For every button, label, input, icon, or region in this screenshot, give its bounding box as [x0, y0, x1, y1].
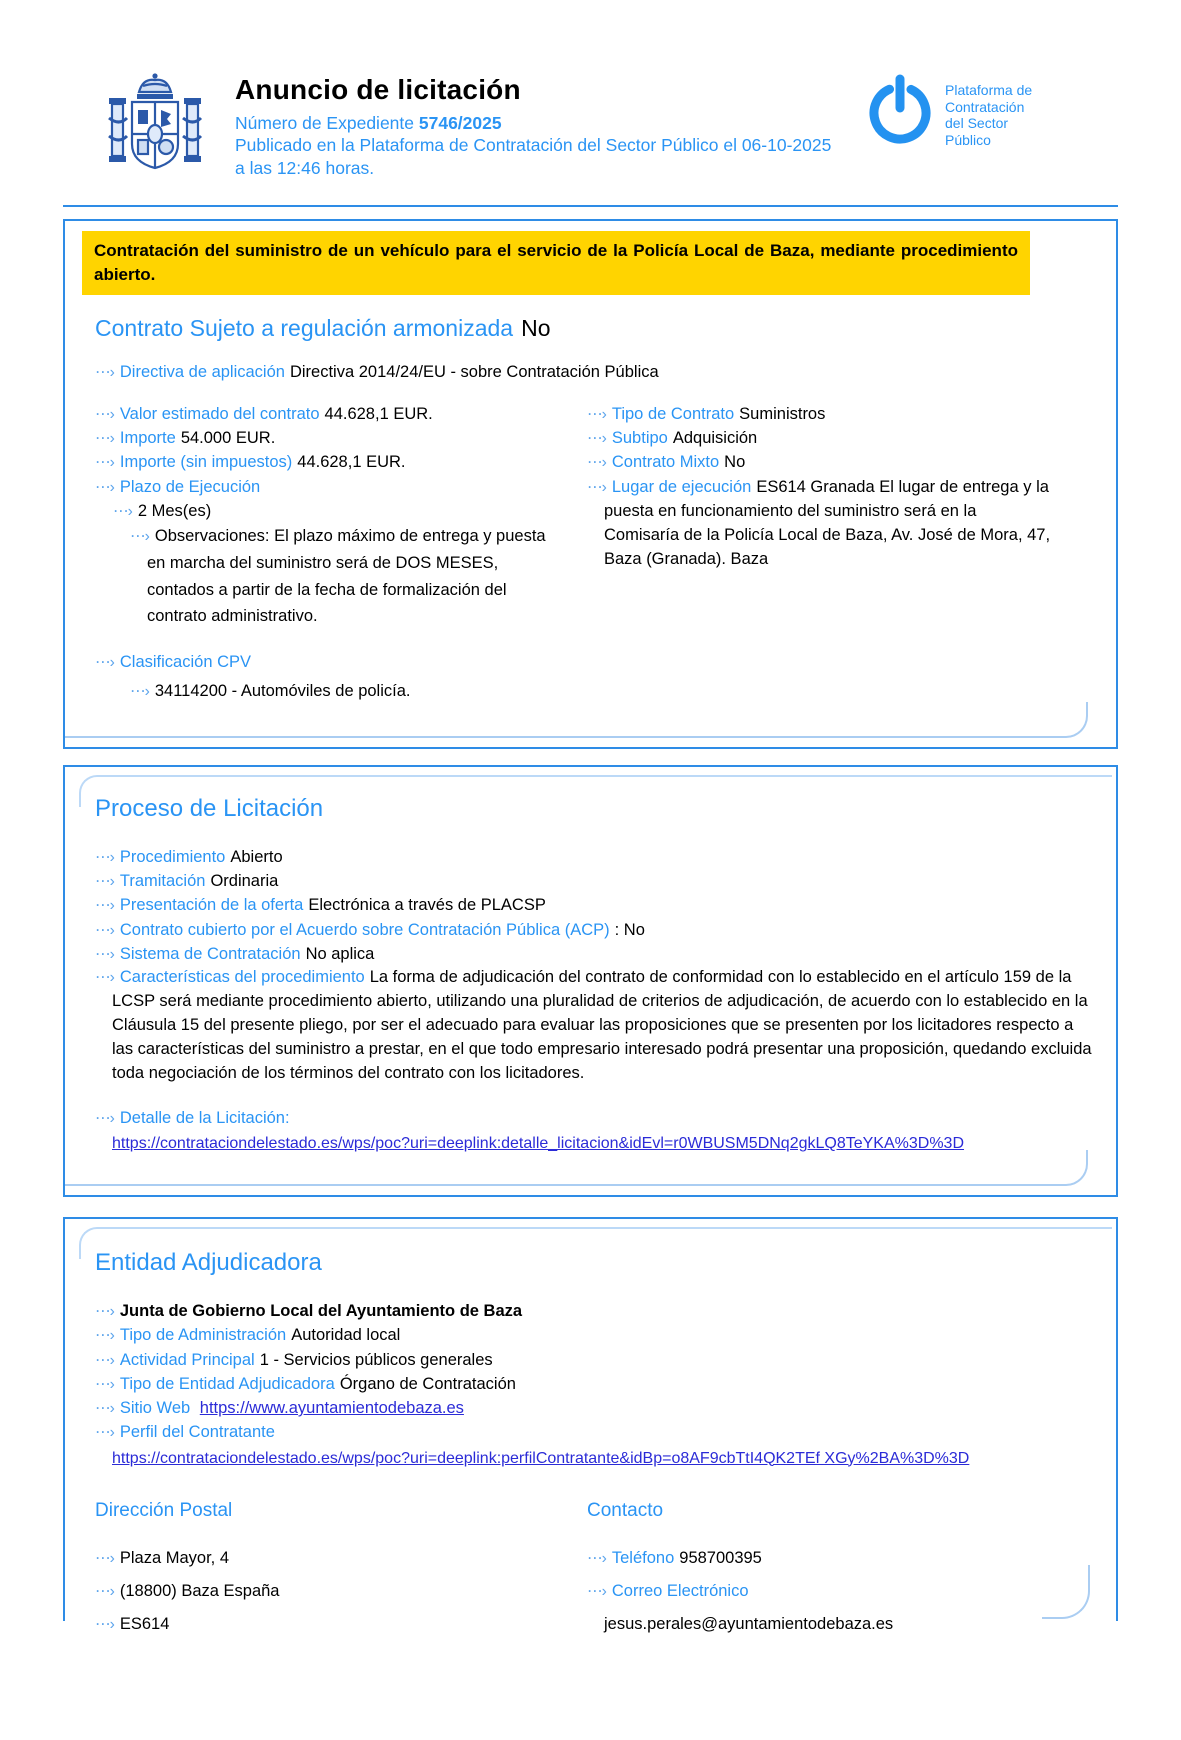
contrato-columns [95, 402, 1096, 630]
field-contrato-mixto [587, 450, 1056, 474]
section-entidad [63, 1217, 1118, 1634]
direccion-line [95, 1612, 587, 1636]
field-value: Electrónica a través de PLACSP [308, 896, 546, 915]
logo-line: Contratación [945, 98, 1025, 115]
perfil-link-row [112, 1450, 1096, 1468]
published-line-1: Publicado en la Plataforma de Contratación del Sector Público el 06-10-2025 [235, 135, 832, 156]
contract-title-banner: Contratación del suministro de un vehículo para el servicio de la Policía Local de Baza, mediante procedimiento abierto. [82, 231, 1030, 295]
header [63, 70, 1118, 187]
field-label: Tipo de Entidad Adjudicadora [119, 1374, 335, 1393]
field-value: Directiva 2014/24/EU - sobre Contratación Pública [289, 362, 659, 381]
header-separator [63, 205, 1118, 207]
direccion-postal-column [95, 1500, 587, 1646]
entidad-columns [95, 1500, 1096, 1646]
dotted-arrow-icon [95, 1424, 114, 1441]
field-label: Tipo de Administración [119, 1326, 287, 1345]
field-entidad-nombre [95, 1299, 1096, 1323]
dotted-arrow-icon [587, 454, 606, 471]
field-value: 1 - Servicios públicos generales [259, 1350, 493, 1369]
dotted-arrow-icon [95, 946, 114, 963]
dotted-arrow-icon [95, 1327, 114, 1344]
field-label: Subtipo [611, 429, 668, 448]
field-value: La forma de adjudicación del contrato de conformidad con lo establecido en el artículo 159 de la LCSP será mediante procedimiento abierto, utilizando una pluralidad de criterios de adjudicación, de acuerdo con lo establecido en la Cláusula 15 del presente pliego, por ser el adecuado para evaluar las proposiciones que se presenten por los licitadores respecto a las características del suministro a prestar, en el que todo empresario interesado podrá presentar una proposición, quedando excluida toda negociación de los términos del contrato con los licitadores. [112, 968, 1092, 1082]
sitio-web-link[interactable]: https://www.ayuntamientodebaza.es [199, 1399, 464, 1418]
field-label: Plazo de Ejecución [119, 477, 261, 496]
field-clasificacion-cpv [95, 650, 1096, 674]
field-value: Órgano de Contratación [339, 1374, 516, 1393]
field-tipo-contrato [587, 402, 1056, 426]
field-observaciones [130, 523, 567, 630]
dotted-arrow-icon [95, 364, 114, 381]
field-sistema-contratacion [95, 942, 1096, 966]
section-proceso [63, 765, 1118, 1197]
dotted-arrow-icon [113, 503, 132, 520]
field-value: Ordinaria [210, 872, 279, 891]
field-correo-electronico [587, 1579, 1056, 1603]
section-title-entidad: Entidad Adjudicadora [95, 1249, 322, 1277]
section-contrato [63, 219, 1118, 749]
field-tipo-entidad [95, 1372, 1096, 1396]
dotted-arrow-icon [95, 479, 114, 496]
field-label: Tramitación [119, 872, 206, 891]
field-sitio-web [95, 1396, 1096, 1420]
field-label: Importe (sin impuestos) [119, 453, 293, 472]
field-value: : No [614, 920, 645, 939]
dotted-arrow-icon [95, 654, 114, 671]
dotted-arrow-icon [95, 849, 114, 866]
dotted-arrow-icon [95, 1110, 114, 1127]
dotted-arrow-icon [587, 1583, 606, 1600]
field-perfil-contratante [95, 1420, 1096, 1444]
dotted-arrow-icon [95, 454, 114, 471]
coat-of-arms-icon [105, 70, 205, 182]
field-value: No aplica [305, 944, 375, 963]
field-importe-sin-impuestos [95, 450, 587, 474]
field-directiva [95, 360, 1096, 384]
spain-coat-of-arms-logo [105, 70, 205, 187]
field-value: 54.000 EUR. [180, 429, 276, 448]
field-value: (18800) Baza España [119, 1581, 280, 1600]
direccion-postal-title: Dirección Postal [95, 1499, 233, 1521]
field-acp [95, 918, 1096, 942]
field-label: Detalle de la Licitación: [119, 1108, 290, 1127]
placsp-logo-text [945, 82, 1032, 148]
contacto-column [587, 1500, 1096, 1646]
box-bottom-decoration [65, 1150, 1088, 1186]
section-title-proceso: Proceso de Licitación [95, 794, 324, 822]
field-label: Teléfono [611, 1548, 675, 1567]
dotted-arrow-icon [95, 922, 114, 939]
dotted-arrow-icon [95, 1352, 114, 1369]
contrato-right-column [587, 402, 1096, 630]
field-detalle-licitacion [95, 1106, 1096, 1130]
published-line-2: a las 12:46 horas. [235, 157, 375, 178]
field-tipo-administracion [95, 1323, 1096, 1347]
field-label: Presentación de la oferta [119, 896, 304, 915]
expediente-value: 5746/2025 [418, 113, 502, 133]
dotted-arrow-icon [95, 430, 114, 447]
field-value: Autoridad local [291, 1326, 401, 1345]
logo-line: Plataforma de [945, 82, 1033, 98]
field-label: Contrato cubierto por el Acuerdo sobre Contratación Pública (ACP) [119, 920, 610, 939]
field-cpv-value [130, 678, 1096, 705]
field-value: Abierto [230, 847, 283, 866]
field-importe [95, 426, 587, 450]
dotted-arrow-icon [95, 406, 114, 423]
detalle-licitacion-link[interactable]: https://contrataciondelestado.es/wps/poc?uri=deeplink:detalle_licitacion&idEvl=r0WBUSM5DNq2gkLQ8TeYKA%3D%3D [112, 1135, 965, 1153]
field-value: Plaza Mayor, 4 [119, 1548, 230, 1567]
page [0, 70, 1181, 1634]
section-title-text: Contrato Sujeto a regulación armonizada [95, 314, 514, 341]
field-value: 958700395 [679, 1548, 762, 1567]
field-value: Suministros [739, 404, 826, 423]
field-label: Importe [119, 429, 176, 448]
field-value: No [724, 453, 746, 472]
field-label: Sitio Web [119, 1399, 191, 1418]
field-label: Clasificación CPV [119, 652, 252, 671]
logo-line: del Sector [945, 115, 1009, 132]
dotted-arrow-icon [587, 1550, 606, 1567]
field-value: Observaciones: El plazo máximo de entrega y puesta en marcha del suministro será de DOS MESES, contados a partir de la fecha de formalización del contrato administrativo. [147, 527, 546, 626]
field-subtipo [587, 426, 1056, 450]
dotted-arrow-icon [587, 479, 606, 496]
field-value: Junta de Gobierno Local del Ayuntamiento de Baza [119, 1302, 523, 1321]
dotted-arrow-icon [587, 430, 606, 447]
field-label: Actividad Principal [119, 1350, 255, 1369]
field-label: Correo Electrónico [611, 1581, 749, 1600]
dotted-arrow-icon [95, 1400, 114, 1417]
dotted-arrow-icon [95, 1550, 114, 1567]
field-lugar-ejecucion [587, 475, 1056, 572]
field-presentacion-oferta [95, 893, 1096, 917]
field-value: 44.628,1 EUR. [324, 404, 433, 423]
dotted-arrow-icon [95, 1376, 114, 1393]
field-label: Perfil del Contratante [119, 1423, 275, 1442]
field-value: 2 Mes(es) [137, 501, 212, 520]
direccion-line [95, 1546, 587, 1570]
field-valor-estimado [95, 402, 587, 426]
field-label: Procedimiento [119, 847, 226, 866]
dotted-arrow-icon [95, 1616, 114, 1633]
direccion-line [95, 1579, 587, 1603]
field-label: Contrato Mixto [611, 453, 720, 472]
field-label: Tipo de Contrato [611, 404, 735, 423]
field-plazo-valor [113, 499, 587, 523]
field-label: Valor estimado del contrato [119, 404, 320, 423]
dotted-arrow-icon [95, 1303, 114, 1320]
dotted-arrow-icon [95, 897, 114, 914]
dotted-arrow-icon [587, 406, 606, 423]
header-text [235, 70, 863, 179]
field-actividad-principal [95, 1348, 1096, 1372]
field-tramitacion [95, 869, 1096, 893]
perfil-contratante-link[interactable]: https://contrataciondelestado.es/wps/poc?uri=deeplink:perfilContratante&idBp=o8AF9cbTtI4QK2TEf XGy%2BA%3D%3D [112, 1449, 970, 1467]
field-value: 44.628,1 EUR. [297, 453, 406, 472]
field-label: Lugar de ejecución [611, 477, 752, 496]
field-value: ES614 Granada El lugar de entrega y la puesta en funcionamiento del suministro será en la Comisaría de la Policía Local de Baza, Av. José de Mora, 47, Baza (Granada). Baza [604, 477, 1051, 569]
field-caracteristicas [95, 966, 1096, 1086]
power-button-icon [863, 72, 937, 148]
dotted-arrow-icon [95, 1583, 114, 1600]
dotted-arrow-icon [130, 528, 149, 545]
expediente-line [235, 112, 863, 134]
field-procedimiento [95, 845, 1096, 869]
expediente-label: Número de Expediente [235, 113, 414, 133]
section-title-contrato [95, 315, 1096, 342]
field-value: 34114200 - Automóviles de policía. [154, 682, 411, 701]
page-title: Anuncio de licitación [235, 74, 521, 105]
contacto-title: Contacto [587, 1499, 664, 1521]
field-value: Adquisición [672, 429, 758, 448]
box-bottom-decoration [65, 702, 1088, 738]
email-value: jesus.perales@ayuntamientodebaza.es [604, 1615, 894, 1634]
logo-line: Público [945, 131, 991, 148]
dotted-arrow-icon [95, 969, 114, 986]
field-plazo-ejecucion [95, 475, 587, 499]
dotted-arrow-icon [95, 873, 114, 890]
detalle-link-row [112, 1135, 1096, 1153]
field-label: Sistema de Contratación [119, 944, 301, 963]
field-value: ES614 [119, 1615, 170, 1634]
field-label: Características del procedimiento [119, 968, 365, 987]
section-title-value: No [521, 314, 551, 341]
field-telefono [587, 1546, 1056, 1570]
field-label: Directiva de aplicación [119, 362, 285, 381]
contrato-left-column [95, 402, 587, 630]
dotted-arrow-icon [130, 683, 149, 700]
placsp-logo [863, 72, 1118, 148]
